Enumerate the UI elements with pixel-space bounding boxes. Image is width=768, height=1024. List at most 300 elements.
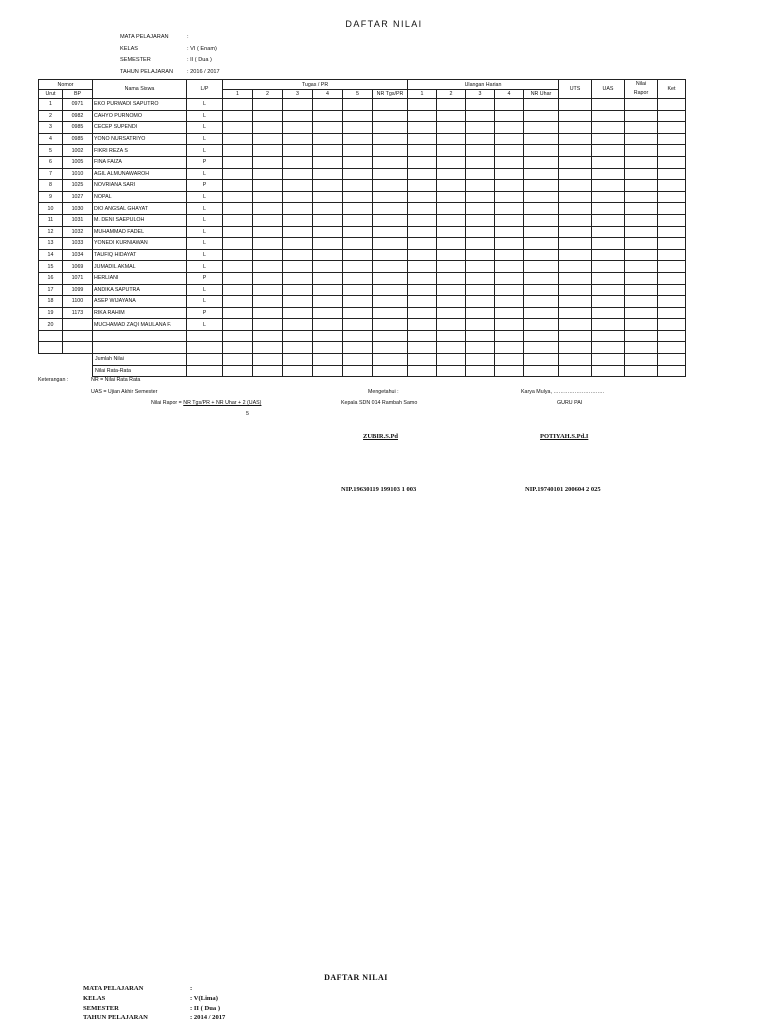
rata-row-label: Nilai Rata-Rata [93, 365, 187, 377]
row-score-cell [524, 122, 559, 134]
row-lp: P [187, 272, 223, 284]
row-score-cell [495, 296, 524, 308]
row-score-cell [437, 99, 466, 111]
header-urut: Urut [39, 90, 63, 99]
signatory-left-name: ZUBIR.S.Pd [363, 433, 399, 440]
page2-info-value-semester: : II ( Dua ) [190, 1004, 221, 1012]
row-score-cell [373, 342, 408, 354]
row-score-cell [625, 284, 658, 296]
row-score-cell [466, 226, 495, 238]
header-rapor: Rapor [633, 90, 649, 96]
row-score-cell [253, 145, 283, 157]
header-tugas-3: 3 [283, 90, 313, 99]
footer-cell [466, 354, 495, 366]
row-score-cell [283, 133, 313, 145]
header-uts: UTS [559, 80, 592, 99]
row-score-cell [559, 133, 592, 145]
row-score-cell [343, 249, 373, 261]
row-score-cell [253, 122, 283, 134]
row-urut: 8 [39, 180, 63, 192]
footer-cell [524, 354, 559, 366]
row-score-cell [313, 226, 343, 238]
row-score-cell [313, 110, 343, 122]
row-score-cell [373, 156, 408, 168]
row-score-cell [592, 319, 625, 331]
row-score-cell [313, 261, 343, 273]
row-score-cell [313, 307, 343, 319]
row-score-cell [495, 156, 524, 168]
row-bp: 1025 [63, 180, 93, 192]
row-score-cell [408, 238, 437, 250]
row-score-cell [559, 330, 592, 342]
row-score-cell [408, 261, 437, 273]
row-score-cell [408, 110, 437, 122]
row-bp: 1010 [63, 168, 93, 180]
row-nama: YONO NURSATRIYO [93, 133, 187, 145]
header-ulangan-2: 2 [437, 90, 466, 99]
row-score-cell [253, 168, 283, 180]
row-score-cell [373, 180, 408, 192]
row-score-cell [592, 226, 625, 238]
row-score-cell [408, 191, 437, 203]
row-score-cell [559, 145, 592, 157]
row-lp [187, 330, 223, 342]
row-score-cell [343, 214, 373, 226]
table-row [39, 226, 686, 238]
row-score-cell [313, 319, 343, 331]
row-score-cell [466, 156, 495, 168]
row-score-cell [466, 99, 495, 111]
row-score-cell [466, 261, 495, 273]
row-score-cell [495, 284, 524, 296]
table-row [39, 238, 686, 250]
row-score-cell [592, 145, 625, 157]
row-urut: 3 [39, 122, 63, 134]
row-score-cell [658, 261, 686, 273]
row-score-cell [373, 284, 408, 296]
row-score-cell [223, 342, 253, 354]
row-score-cell [283, 249, 313, 261]
page2-info-value-kelas: : V(Lima) [190, 995, 218, 1002]
footer-cell [313, 365, 343, 377]
footer-cell [373, 354, 408, 366]
row-urut: 12 [39, 226, 63, 238]
row-score-cell [658, 214, 686, 226]
row-score-cell [253, 191, 283, 203]
footer-cell [343, 354, 373, 366]
row-score-cell [592, 330, 625, 342]
row-score-cell [373, 110, 408, 122]
row-score-cell [313, 238, 343, 250]
row-score-cell [658, 145, 686, 157]
row-score-cell [313, 296, 343, 308]
row-score-cell [559, 284, 592, 296]
row-lp: L [187, 249, 223, 261]
footer-cell [223, 354, 253, 366]
row-urut: 15 [39, 261, 63, 273]
row-score-cell [658, 307, 686, 319]
header-ulangan-4: 4 [495, 90, 524, 99]
row-score-cell [559, 110, 592, 122]
row-score-cell [592, 168, 625, 180]
row-score-cell [253, 203, 283, 215]
row-nama: CAHYO PURNOMO [93, 110, 187, 122]
row-score-cell [223, 249, 253, 261]
row-score-cell [408, 272, 437, 284]
row-score-cell [373, 145, 408, 157]
row-lp: L [187, 226, 223, 238]
row-score-cell [592, 203, 625, 215]
footer-blank [39, 354, 93, 366]
row-score-cell [592, 272, 625, 284]
row-score-cell [559, 191, 592, 203]
row-nama: MUHAMMAD FADEL [93, 226, 187, 238]
header-nilai: Nilai [635, 81, 647, 87]
row-score-cell [524, 319, 559, 331]
row-score-cell [283, 180, 313, 192]
row-score-cell [437, 319, 466, 331]
row-score-cell [592, 238, 625, 250]
row-score-cell [437, 261, 466, 273]
row-score-cell [313, 342, 343, 354]
signatory-right-nip: NIP.19740101 200604 2 025 [525, 486, 601, 493]
row-score-cell [658, 319, 686, 331]
row-score-cell [466, 342, 495, 354]
row-score-cell [253, 342, 283, 354]
jumlah-row-label: Jumlah Nilai [93, 354, 187, 366]
row-score-cell [223, 133, 253, 145]
footer-cell [495, 365, 524, 377]
header-nama: Nama Siswa [93, 80, 187, 99]
row-score-cell [524, 284, 559, 296]
row-score-cell [592, 307, 625, 319]
row-lp: L [187, 203, 223, 215]
row-nama: RIKA RAHIM [93, 307, 187, 319]
row-urut: 1 [39, 99, 63, 111]
row-score-cell [343, 342, 373, 354]
row-score-cell [343, 238, 373, 250]
row-score-cell [592, 191, 625, 203]
row-score-cell [658, 226, 686, 238]
row-score-cell [437, 238, 466, 250]
row-score-cell [253, 307, 283, 319]
row-lp: L [187, 214, 223, 226]
row-score-cell [408, 168, 437, 180]
row-urut: 18 [39, 296, 63, 308]
row-score-cell [408, 342, 437, 354]
signatory-right-name: POTIYAH.S.Pd.I [540, 433, 589, 440]
footer-cell [495, 354, 524, 366]
row-score-cell [437, 342, 466, 354]
row-score-cell [223, 330, 253, 342]
row-score-cell [524, 133, 559, 145]
row-score-cell [559, 296, 592, 308]
page2-info-label-kelas: KELAS [83, 995, 106, 1002]
row-score-cell [283, 284, 313, 296]
row-lp: L [187, 284, 223, 296]
row-score-cell [592, 99, 625, 111]
row-lp: L [187, 99, 223, 111]
page2-info-label-tahun: TAHUN PELAJARAN [83, 1014, 148, 1021]
row-score-cell [495, 122, 524, 134]
row-score-cell [343, 110, 373, 122]
footer-cell [658, 354, 686, 366]
row-nama [93, 342, 187, 354]
row-score-cell [313, 249, 343, 261]
footer-cell [283, 365, 313, 377]
row-score-cell [524, 296, 559, 308]
row-nama: EKO PURWADI SAPUTRO [93, 99, 187, 111]
row-score-cell [524, 272, 559, 284]
row-score-cell [283, 226, 313, 238]
row-score-cell [253, 214, 283, 226]
row-urut: 20 [39, 319, 63, 331]
row-score-cell [466, 133, 495, 145]
row-score-cell [408, 249, 437, 261]
header-ket: Ket [658, 80, 686, 99]
row-score-cell [408, 330, 437, 342]
footer-cell [253, 354, 283, 366]
row-score-cell [223, 319, 253, 331]
row-bp: 1005 [63, 156, 93, 168]
row-score-cell [408, 319, 437, 331]
row-score-cell [495, 238, 524, 250]
row-score-cell [283, 191, 313, 203]
row-score-cell [466, 168, 495, 180]
table-row [39, 168, 686, 180]
row-score-cell [625, 238, 658, 250]
row-score-cell [466, 214, 495, 226]
row-score-cell [658, 296, 686, 308]
row-score-cell [559, 99, 592, 111]
row-score-cell [408, 203, 437, 215]
row-bp [63, 319, 93, 331]
row-score-cell [313, 272, 343, 284]
row-score-cell [658, 110, 686, 122]
table-row [39, 214, 686, 226]
row-score-cell [495, 307, 524, 319]
row-score-cell [223, 272, 253, 284]
row-score-cell [495, 249, 524, 261]
row-score-cell [524, 156, 559, 168]
row-score-cell [283, 330, 313, 342]
row-lp: L [187, 145, 223, 157]
row-score-cell [253, 180, 283, 192]
place-date: Karya Mulya, ……………………….. [521, 389, 604, 395]
table-row [39, 296, 686, 308]
row-score-cell [343, 226, 373, 238]
table-row [39, 319, 686, 331]
row-score-cell [253, 110, 283, 122]
row-urut: 19 [39, 307, 63, 319]
row-score-cell [524, 307, 559, 319]
row-score-cell [559, 226, 592, 238]
row-score-cell [625, 330, 658, 342]
row-score-cell [495, 203, 524, 215]
row-score-cell [495, 168, 524, 180]
signatory-left-nip: NIP.19630119 199103 1 003 [341, 486, 417, 493]
footer-cell [437, 365, 466, 377]
row-score-cell [437, 145, 466, 157]
row-score-cell [625, 249, 658, 261]
row-score-cell [495, 214, 524, 226]
row-score-cell [495, 99, 524, 111]
row-score-cell [658, 99, 686, 111]
row-score-cell [524, 226, 559, 238]
header-bp: BP [63, 90, 93, 99]
row-score-cell [313, 191, 343, 203]
footer-cell [187, 365, 223, 377]
row-score-cell [313, 203, 343, 215]
row-score-cell [373, 168, 408, 180]
row-score-cell [658, 191, 686, 203]
row-score-cell [313, 133, 343, 145]
row-bp: 1002 [63, 145, 93, 157]
row-bp: 1031 [63, 214, 93, 226]
footer-cell [466, 365, 495, 377]
footer-cell [223, 365, 253, 377]
table-row [39, 191, 686, 203]
footer-cell [343, 365, 373, 377]
row-score-cell [592, 261, 625, 273]
row-score-cell [559, 214, 592, 226]
row-lp: L [187, 122, 223, 134]
row-score-cell [437, 191, 466, 203]
row-score-cell [658, 122, 686, 134]
header-ulangan-1: 1 [408, 90, 437, 99]
row-score-cell [343, 272, 373, 284]
table-row [39, 110, 686, 122]
row-score-cell [625, 296, 658, 308]
row-score-cell [313, 145, 343, 157]
header-tugas-2: 2 [253, 90, 283, 99]
row-nama: NOVRIANA SARI [93, 180, 187, 192]
rapor-formula-prefix: Nilai Rapor = [151, 400, 184, 406]
row-score-cell [223, 110, 253, 122]
table-row [39, 156, 686, 168]
row-score-cell [495, 180, 524, 192]
row-score-cell [625, 319, 658, 331]
table-row [39, 122, 686, 134]
table-row [39, 272, 686, 284]
row-bp [63, 330, 93, 342]
row-score-cell [313, 330, 343, 342]
row-score-cell [625, 342, 658, 354]
row-score-cell [223, 284, 253, 296]
row-score-cell [283, 296, 313, 308]
footer-cell [592, 365, 625, 377]
table-row [39, 342, 686, 354]
row-score-cell [223, 191, 253, 203]
row-score-cell [495, 319, 524, 331]
row-score-cell [524, 191, 559, 203]
row-score-cell [658, 284, 686, 296]
row-score-cell [524, 168, 559, 180]
table-row [39, 180, 686, 192]
row-score-cell [283, 168, 313, 180]
row-score-cell [343, 296, 373, 308]
row-score-cell [223, 296, 253, 308]
row-score-cell [524, 214, 559, 226]
row-bp: 1030 [63, 203, 93, 215]
row-score-cell [625, 191, 658, 203]
info-value-mapel: : [187, 34, 189, 40]
row-nama: CECEP SUPENDI [93, 122, 187, 134]
row-score-cell [466, 191, 495, 203]
footer-cell [625, 365, 658, 377]
footer-cell [625, 354, 658, 366]
row-score-cell [625, 122, 658, 134]
row-score-cell [373, 330, 408, 342]
row-lp: L [187, 110, 223, 122]
row-score-cell [625, 214, 658, 226]
row-score-cell [437, 180, 466, 192]
row-bp: 1071 [63, 272, 93, 284]
row-score-cell [408, 145, 437, 157]
row-bp: 0985 [63, 133, 93, 145]
row-score-cell [524, 330, 559, 342]
header-tugas-4: 4 [313, 90, 343, 99]
row-score-cell [253, 156, 283, 168]
row-score-cell [343, 156, 373, 168]
row-score-cell [253, 319, 283, 331]
row-score-cell [253, 133, 283, 145]
table-row [39, 249, 686, 261]
row-score-cell [408, 180, 437, 192]
row-score-cell [408, 296, 437, 308]
row-score-cell [658, 156, 686, 168]
row-urut: 9 [39, 191, 63, 203]
row-score-cell [559, 261, 592, 273]
row-score-cell [408, 99, 437, 111]
page2-info-value-tahun: : 2014 / 2017 [190, 1014, 226, 1021]
row-score-cell [313, 180, 343, 192]
row-score-cell [437, 296, 466, 308]
header-tugas-5: 5 [343, 90, 373, 99]
row-lp [187, 342, 223, 354]
row-lp: P [187, 180, 223, 192]
row-urut [39, 342, 63, 354]
row-score-cell [253, 284, 283, 296]
row-score-cell [283, 272, 313, 284]
row-score-cell [625, 133, 658, 145]
row-score-cell [283, 203, 313, 215]
row-nama: ANDIKA SAPUTRA [93, 284, 187, 296]
page2-info-block [0, 984, 300, 1024]
row-score-cell [559, 122, 592, 134]
row-lp: L [187, 261, 223, 273]
row-lp: L [187, 191, 223, 203]
rapor-formula-numerator: NR Tgs/PR + NR Uhar + 2 (UAS) [183, 400, 262, 406]
footer-cell [313, 354, 343, 366]
row-score-cell [223, 261, 253, 273]
row-score-cell [313, 156, 343, 168]
info-label-kelas: KELAS [120, 45, 139, 52]
row-score-cell [495, 226, 524, 238]
row-urut: 6 [39, 156, 63, 168]
row-score-cell [559, 342, 592, 354]
row-score-cell [466, 307, 495, 319]
row-lp: L [187, 238, 223, 250]
row-score-cell [524, 261, 559, 273]
page2-info-label-mapel: MATA PELAJARAN [83, 985, 144, 992]
row-score-cell [283, 238, 313, 250]
row-score-cell [625, 180, 658, 192]
footer-cell [524, 365, 559, 377]
row-lp: P [187, 307, 223, 319]
guru-title: GURU PAI [557, 400, 583, 406]
row-bp: 1100 [63, 296, 93, 308]
